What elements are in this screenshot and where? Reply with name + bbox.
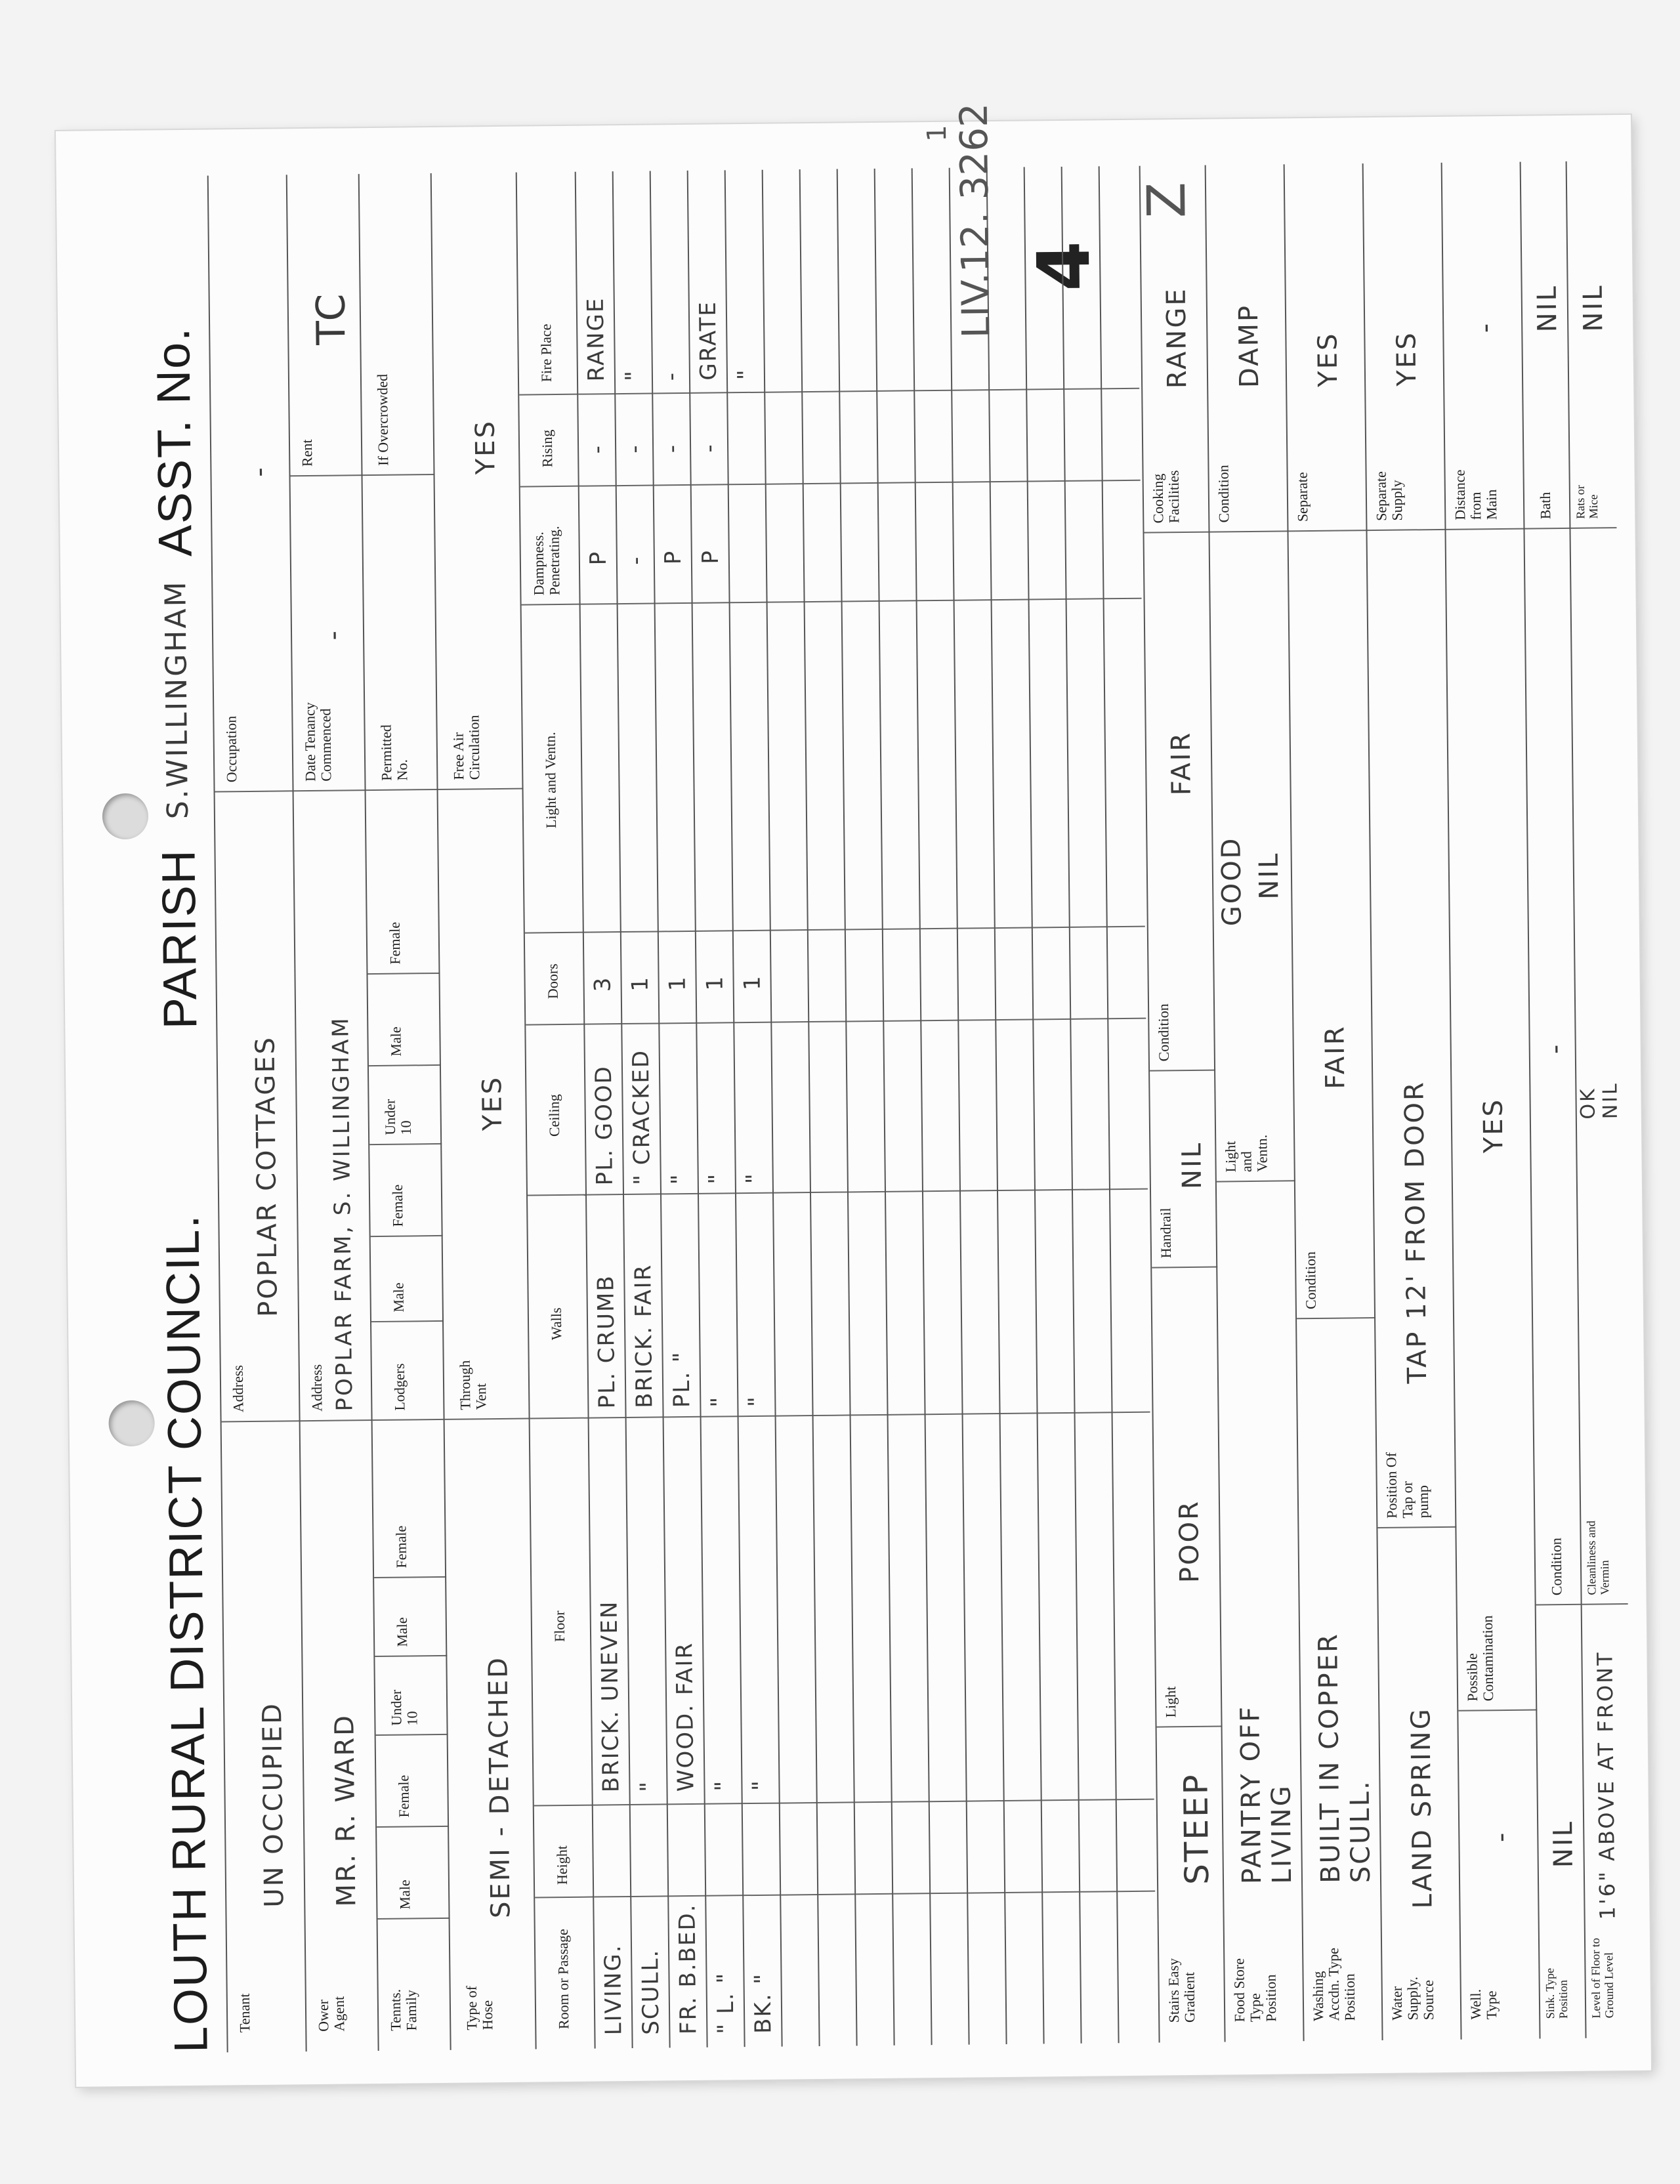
lodgers-label: Lodgers (390, 1363, 408, 1411)
rent-label: Rent (298, 439, 316, 467)
stairs-label: Stairs Easy Gradient (1165, 1958, 1198, 2023)
food-lv-value: GOOD (1216, 836, 1248, 927)
clean-label: Cleanliness and Vermin (1584, 1521, 1612, 1595)
ceiling-cell: " CRACKED (627, 1049, 656, 1185)
walls-header: Walls (547, 1307, 565, 1341)
col-under10: Under 10 (387, 1689, 421, 1726)
free-air-value: YES (470, 419, 501, 475)
free-air-label: Free Air Circulation (450, 715, 483, 780)
walls-cell: " (744, 1395, 770, 1408)
doors-cell: 3 (589, 976, 616, 992)
walls-cell: " (706, 1395, 733, 1408)
supply-label: Separate Supply (1372, 471, 1406, 522)
well-label: Well. Type (1467, 1988, 1500, 2020)
col-male-3: Male (390, 1282, 407, 1312)
handrail-label: Handrail (1157, 1208, 1175, 1259)
tap-label: Position Of Tap or pump (1383, 1452, 1432, 1519)
distance-label: Distance from Main (1451, 469, 1500, 520)
fire-header: Fire Place (537, 324, 555, 383)
rats-value: NIL (1578, 284, 1609, 332)
ceiling-cell: " (741, 1172, 768, 1185)
food-label: Food Store Type Position (1230, 1958, 1280, 2023)
type-value: SEMI - DETACHED (483, 1655, 516, 1919)
doors-cell: 1 (702, 975, 728, 991)
light-header: Light and Ventn. (541, 732, 560, 829)
fire-cell: " (620, 369, 648, 382)
room-cell: " L. " (712, 1971, 740, 2034)
washing-label: Washing Accdn. Type Position (1309, 1947, 1358, 2022)
stairs-light-label: Light (1162, 1686, 1179, 1718)
damp-cell: P (585, 550, 612, 566)
stairs-condition-label: Condition (1155, 1003, 1172, 1062)
handrail-value: NIL (1177, 1141, 1208, 1190)
occupation-value: - (244, 465, 275, 478)
damp-cell: P (660, 549, 686, 565)
col-female-4: Female (386, 921, 404, 965)
col-male: Male (396, 1880, 413, 1910)
ceiling-cell: " (704, 1172, 730, 1185)
room-cell: FR. B.BED. (674, 1903, 702, 2035)
cooking-label: Cooking Facilities (1149, 470, 1183, 524)
food-lv-label: Light and Ventn. (1222, 1134, 1270, 1173)
floor-cell: " (710, 1779, 737, 1792)
separate-value: YES (1312, 331, 1344, 387)
col-under10-2: Under 10 (381, 1099, 415, 1135)
tenants-label: Tennts. Family (387, 1988, 420, 2031)
col-male-4: Male (387, 1026, 404, 1057)
owner-address-value: POPLAR FARM, S. WILLINGHAM (327, 1016, 358, 1412)
col-female-2: Female (392, 1525, 410, 1568)
room-cell: LIVING. (599, 1944, 627, 2036)
rats-label: Rats or Mice (1573, 485, 1601, 519)
level-label: Level of Floor to Ground Level (1588, 1937, 1616, 2019)
ceiling-header: Ceiling (545, 1094, 563, 1137)
floor-header: Floor (551, 1610, 568, 1643)
date-value: - (318, 628, 349, 640)
well-value: - (1486, 1830, 1517, 1843)
sink-condition-label: Condition (1547, 1538, 1565, 1596)
ceiling-cell: PL. GOOD (590, 1065, 618, 1186)
room-cell: BK. " (749, 1972, 777, 2034)
tenant-label: Tenant (236, 1993, 253, 2033)
doors-cell: 1 (739, 975, 766, 991)
cooking-value: RANGE (1161, 287, 1193, 389)
washing-condition-label: Condition (1301, 1251, 1319, 1310)
rent-value: TC (308, 291, 355, 345)
rising-cell: - (621, 444, 648, 453)
walls-cell: BRICK. FAIR (630, 1263, 658, 1408)
overcrowded-label: If Overcrowded (373, 373, 392, 466)
bath-label: Bath (1536, 492, 1554, 520)
doors-cell: 1 (627, 975, 654, 992)
clean-value: OK (1576, 1087, 1600, 1120)
room-cell: SCULL. (637, 1948, 665, 2035)
clean-value-2: NIL (1599, 1082, 1622, 1120)
water-label: Water Supply. Source (1388, 1976, 1437, 2021)
bath-value: NIL (1532, 284, 1563, 333)
food-condition-label: Condition (1215, 465, 1232, 523)
doors-cell: 1 (664, 975, 691, 992)
walls-cell: PL. " (668, 1351, 696, 1408)
z-mark: Z (1135, 181, 1198, 219)
tenant-value: UN OCCUPIED (257, 1701, 290, 1908)
rising-cell: - (659, 443, 686, 453)
floor-cell: " (635, 1780, 662, 1792)
record-sheet (56, 102, 1651, 2087)
washing-value: BUILT IN COPPER SCULL. (1313, 1631, 1377, 1884)
floor-cell: " (747, 1779, 774, 1792)
damp-cell: P (697, 549, 724, 564)
big-number: 4 (1021, 240, 1106, 292)
tap-value: TAP 12' FROM DOOR (1399, 1080, 1433, 1384)
address-label: Address (229, 1364, 247, 1413)
through-label: Through Vent (456, 1360, 490, 1410)
water-value: LAND SPRING (1406, 1707, 1438, 1909)
sink-label: Sink. Type Position (1543, 1967, 1570, 2019)
room-header: Room or Passage (554, 1929, 572, 2030)
stairs-light-value: POOR (1173, 1499, 1206, 1584)
through-value: YES (477, 1075, 508, 1131)
contam-label: Possible Contamination (1463, 1615, 1497, 1702)
owner-label: Ower Agent (314, 1996, 348, 2032)
stairs-condition-value: FAIR (1166, 730, 1197, 796)
food-condition-value: DAMP (1233, 303, 1265, 388)
rooms-table-body (575, 166, 1159, 2049)
details-section (1139, 161, 1631, 2042)
fire-cell: - (658, 371, 685, 381)
tick-mark: 1 (921, 125, 953, 142)
fire-cell: " (732, 368, 760, 381)
owner-value: MR. R. WARD (329, 1713, 362, 1907)
sink-value: NIL (1548, 1819, 1579, 1868)
separate-label: Separate (1293, 472, 1311, 522)
col-female: Female (395, 1774, 412, 1818)
permitted-label: Permitted No. (377, 724, 411, 781)
damp-cell: - (622, 555, 649, 565)
walls-cell: PL. CRUMB (593, 1274, 621, 1409)
date-label: Date Tenancy Commenced (301, 702, 335, 782)
owner-address-label: Address (308, 1364, 326, 1412)
floor-cell: BRICK. UNEVEN (596, 1600, 625, 1793)
fire-cell: RANGE (582, 297, 610, 382)
doors-header: Doors (544, 963, 561, 999)
survey-form (135, 135, 1631, 2053)
food-value: PANTRY OFF LIVING (1235, 1704, 1298, 1885)
col-male-2: Male (393, 1617, 411, 1647)
supply-value: YES (1391, 331, 1423, 387)
food-lv-value-2: NIL (1253, 851, 1285, 900)
rising-cell: - (584, 444, 611, 454)
stairs-value: STEEP (1177, 1773, 1217, 1885)
col-female-3: Female (388, 1184, 406, 1227)
distance-value: - (1470, 321, 1501, 333)
address-value: POPLAR COTTAGES (250, 1035, 284, 1317)
parish-label: PARISH (152, 848, 207, 1030)
asst-label: ASST. No. (147, 326, 202, 557)
damp-header: Dampness. Penetrating. (530, 526, 563, 596)
contam-value: YES (1478, 1097, 1509, 1154)
floor-cell: WOOD. FAIR (671, 1641, 700, 1792)
parish-value: S.WILLINGHAM (159, 579, 195, 820)
fire-cell: GRATE (694, 300, 723, 381)
type-label: Type of Hose (463, 1985, 496, 2030)
ceiling-cell: " (666, 1173, 693, 1185)
sink-condition-value: - (1540, 1042, 1570, 1055)
rising-header: Rising (538, 429, 556, 468)
washing-condition-value: FAIR (1320, 1024, 1351, 1089)
council-title: LOUTH RURAL DISTRICT COUNCIL. (156, 1213, 218, 2053)
height-header: Height (553, 1845, 571, 1885)
occupation-label: Occupation (222, 715, 240, 783)
rising-cell: - (696, 443, 723, 453)
level-value: 1'6" ABOVE AT FRONT (1592, 1650, 1620, 1920)
ref-number: LIV.12. 3262 (951, 102, 999, 339)
